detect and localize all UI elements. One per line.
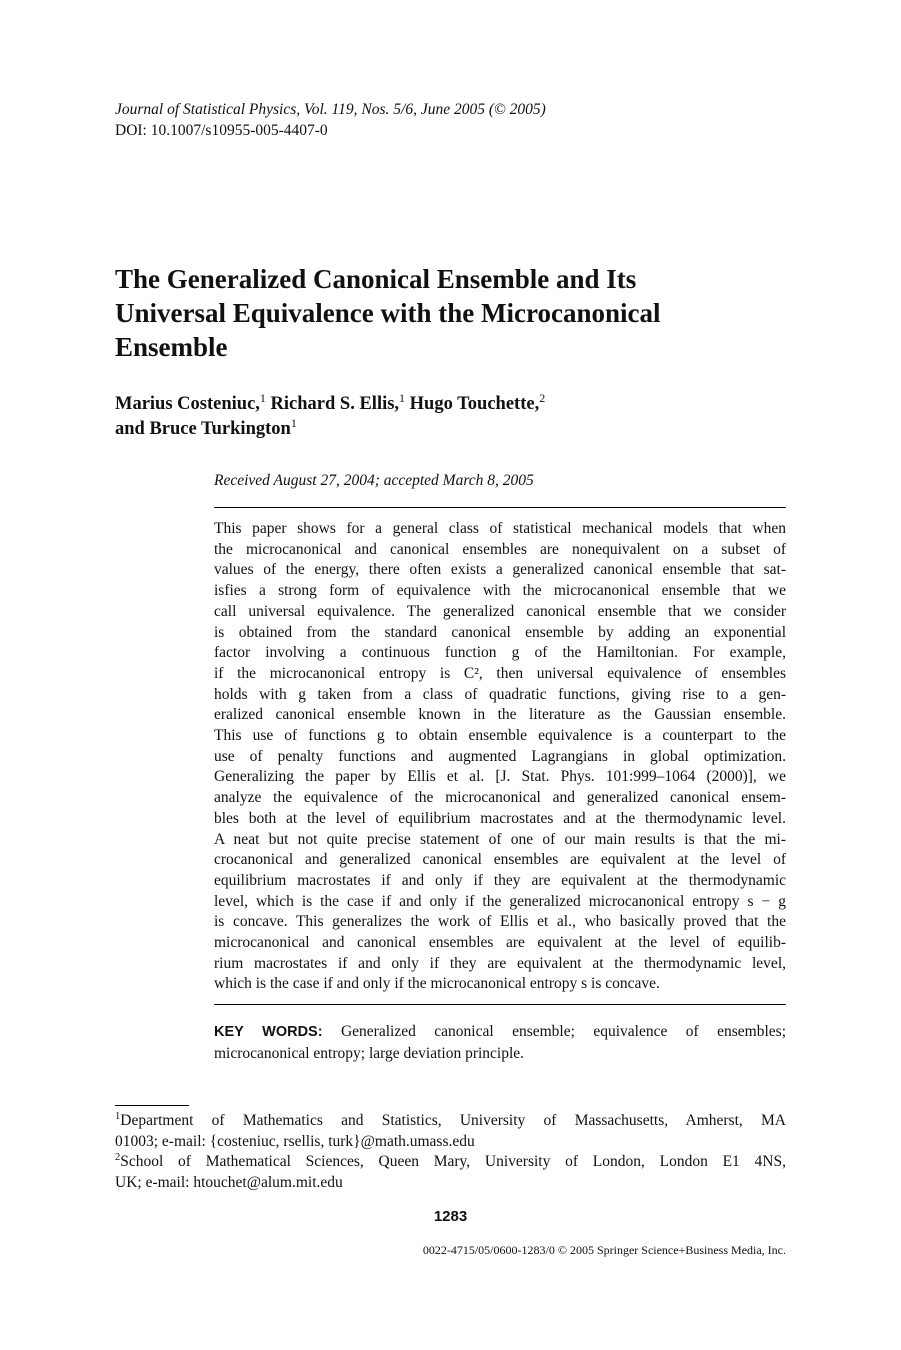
abstract-line: holds with g taken from a class of quadratic functions, giving rise to a gen- <box>214 685 786 703</box>
journal-citation: Journal of Statistical Physics, Vol. 119, Nos. 5/6, June 2005 (© 2005) <box>115 101 546 118</box>
author-name: Richard S. Ellis, <box>270 394 400 414</box>
abstract-line: bles both at the level of equilibrium macrostates and at the thermodynamic level. <box>214 809 786 827</box>
abstract-line: use of penalty functions and augmented Lagrangians in global optimization. <box>214 747 786 765</box>
keywords-text: Generalized canonical ensemble; equivalence of ensembles; <box>340 1023 786 1040</box>
abstract-line: This use of functions g to obtain ensemble equivalence is a counterpart to the <box>214 727 786 745</box>
affiliation-mark: 1 <box>259 391 266 405</box>
affiliation-mark: 2 <box>539 391 546 405</box>
page-number: 1283 <box>433 1208 468 1225</box>
abstract-line: This paper shows for a general class of statistical mechanical models that when <box>214 520 786 537</box>
keywords <box>214 1021 786 1064</box>
abstract-top-rule <box>214 507 786 508</box>
keywords-text: microcanonical entropy; large deviation principle. <box>214 1045 525 1062</box>
author-list <box>115 392 795 442</box>
affiliation-mark: 1 <box>290 416 297 430</box>
title-line: Ensemble <box>115 332 228 362</box>
author-name: Hugo Touchette, <box>409 394 540 414</box>
footnote-text: School of Mathematical Sciences, Queen Mary, University of London, London E1 4NS, <box>120 1153 786 1171</box>
footnotes <box>115 1111 786 1194</box>
abstract-line: eralized canonical ensemble known in the literature as the Gaussian ensemble. <box>214 706 786 724</box>
footnote-text: UK; e-mail: htouchet@alum.mit.edu <box>115 1174 343 1192</box>
author-name: and Bruce Turkington <box>115 419 291 439</box>
doi: DOI: 10.1007/s10955-005-4407-0 <box>115 122 328 139</box>
abstract-line: is obtained from the standard canonical ensemble by adding an exponential <box>214 623 786 641</box>
abstract-line: microcanonical and canonical ensembles are equivalent at the level of equilib- <box>214 934 786 952</box>
received-dates: Received August 27, 2004; accepted March 8, 2005 <box>214 472 534 489</box>
footnote-text: Department of Mathematics and Statistics, University of Massachusetts, Amherst, MA <box>120 1112 786 1129</box>
footnote-text: 01003; e-mail: {costeniuc, rsellis, turk}@math.umass.edu <box>115 1132 475 1150</box>
keywords-label: KEY WORDS: <box>214 1024 323 1040</box>
title-line: The Generalized Canonical Ensemble and Its <box>115 264 637 294</box>
footnote-rule <box>115 1105 189 1106</box>
footnote-mark: 2 <box>115 1152 121 1164</box>
abstract-line: A neat but not quite precise statement of one of our main results is that the mi- <box>214 830 786 848</box>
abstract-line: rium macrostates if and only if they are equivalent at the thermodynamic level, <box>214 954 786 972</box>
affiliation-mark: 1 <box>399 391 406 405</box>
abstract-line: call universal equivalence. The generalized canonical ensemble that we consider <box>214 602 786 620</box>
paper-title <box>115 262 795 364</box>
abstract-line: values of the energy, there often exists a generalized canonical ensemble that sat- <box>214 561 786 579</box>
abstract <box>214 519 786 995</box>
copyright-line: 0022-4715/05/0600-1283/0 © 2005 Springer Science+Business Media, Inc. <box>422 1243 786 1257</box>
abstract-line: analyze the equivalence of the microcanonical and generalized canonical ensem- <box>214 789 786 807</box>
abstract-line: which is the case if and only if the microcanonical entropy s is concave. <box>214 975 660 993</box>
abstract-line: if the microcanonical entropy is C², then universal equivalence of ensembles <box>214 664 786 682</box>
abstract-line: isfies a strong form of equivalence with the microcanonical ensemble that we <box>214 582 786 600</box>
title-line: Universal Equivalence with the Microcanonical <box>115 298 661 328</box>
abstract-line: crocanonical and generalized canonical ensembles are equivalent at the level of <box>214 851 786 869</box>
abstract-line: factor involving a continuous function g of the Hamiltonian. For example, <box>214 644 786 662</box>
author-name: Marius Costeniuc, <box>115 394 260 414</box>
abstract-line: is concave. This generalizes the work of Ellis et al., who basically proved that the <box>214 913 786 931</box>
abstract-bottom-rule <box>214 1004 786 1005</box>
footnote-mark: 1 <box>115 1111 121 1122</box>
abstract-line: level, which is the case if and only if the generalized microcanonical entropy s − g <box>214 892 786 910</box>
abstract-line: equilibrium macrostates if and only if they are equivalent at the thermodynamic <box>214 871 786 889</box>
abstract-line: Generalizing the paper by Ellis et al. [J. Stat. Phys. 101:999–1064 (2000)], we <box>214 768 786 786</box>
abstract-line: the microcanonical and canonical ensembles are nonequivalent on a subset of <box>214 540 786 558</box>
